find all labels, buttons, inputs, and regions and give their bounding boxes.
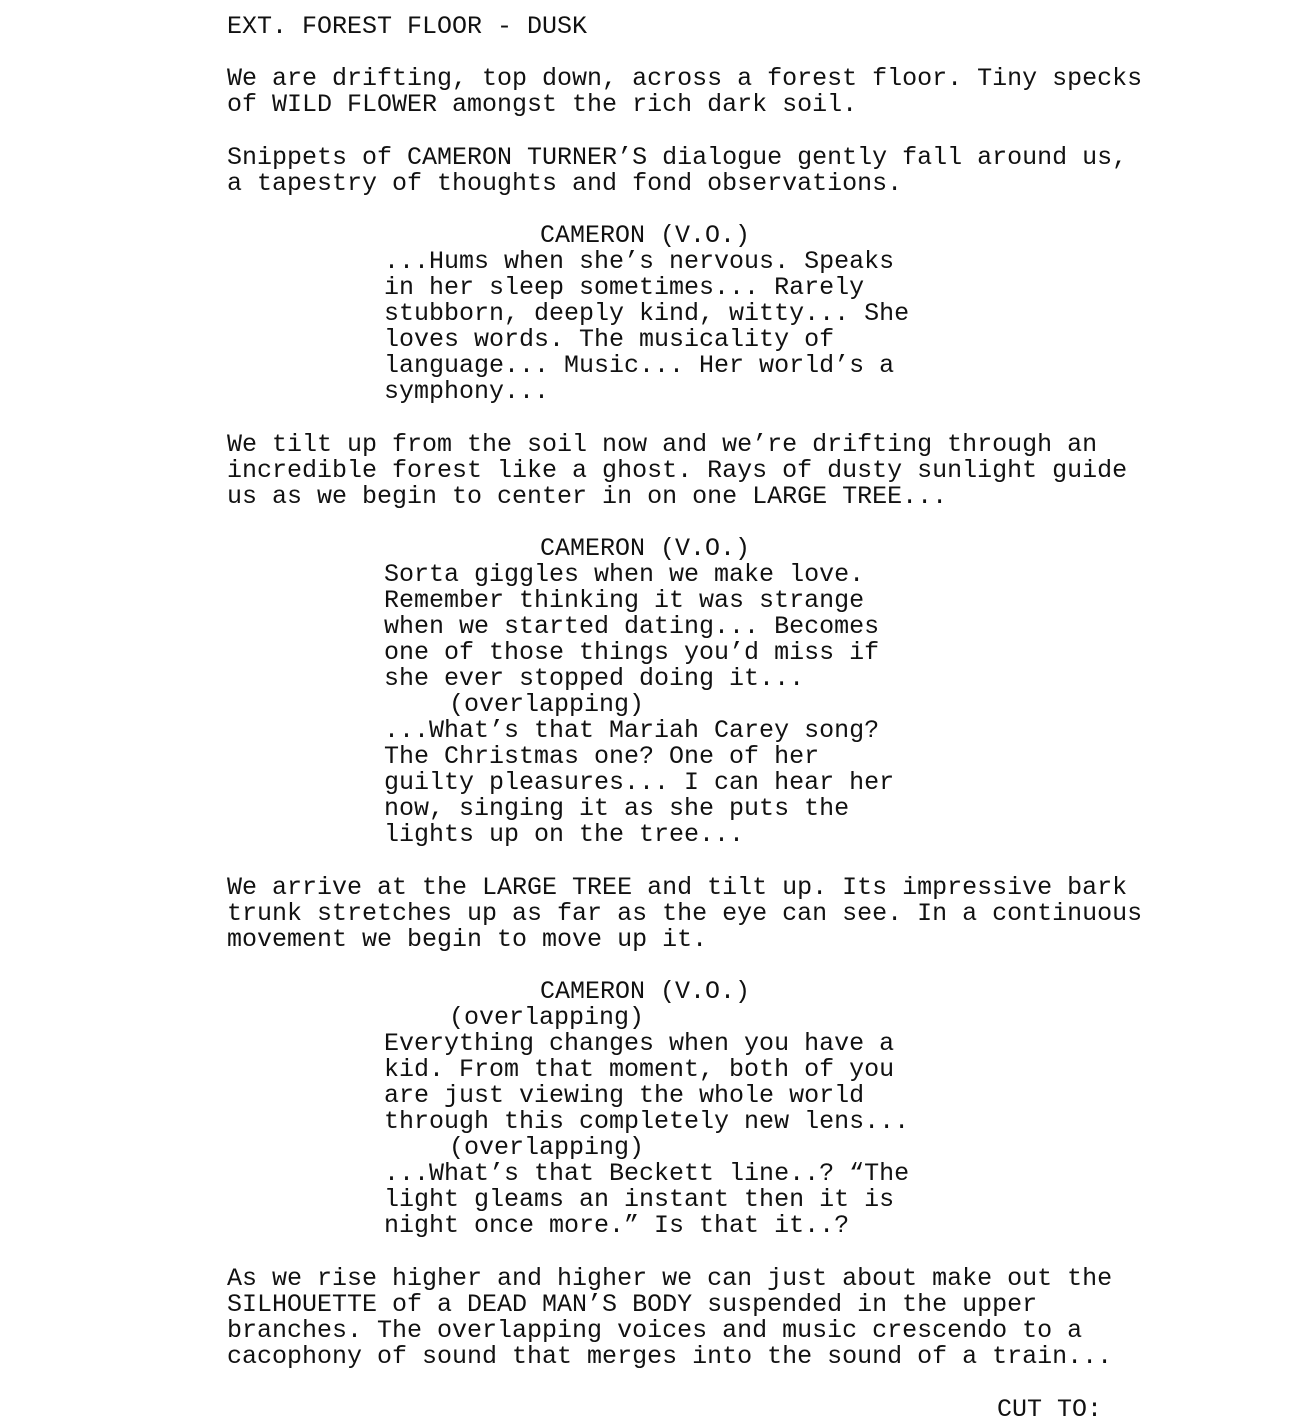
character-cue: CAMERON (V.O.) <box>540 534 751 563</box>
dialogue-line: kid. From that moment, both of you <box>384 1055 895 1084</box>
action-line: of WILD FLOWER amongst the rich dark soil. <box>227 90 858 119</box>
dialogue-line: The Christmas one? One of her <box>384 742 820 771</box>
dialogue-line: symphony... <box>384 377 550 406</box>
dialogue-line: light gleams an instant then it is <box>384 1185 895 1214</box>
dialogue-line: night once more.” Is that it..? <box>384 1211 850 1240</box>
dialogue-line: now, singing it as she puts the <box>384 794 850 823</box>
action-line: As we rise higher and higher we can just about make out the <box>227 1264 1113 1293</box>
dialogue-line: Sorta giggles when we make love. <box>384 560 865 589</box>
dialogue-line: ...What’s that Beckett line..? “The <box>384 1159 910 1188</box>
character-cue: CAMERON (V.O.) <box>540 221 751 250</box>
dialogue-line: when we started dating... Becomes <box>384 612 880 641</box>
action-line: trunk stretches up as far as the eye can see. In a continuous <box>227 899 1143 928</box>
dialogue-line: language... Music... Her world’s a <box>384 351 895 380</box>
action-line: incredible forest like a ghost. Rays of dusty sunlight guide <box>227 456 1128 485</box>
dialogue-line: loves words. The musicality of <box>384 325 835 354</box>
dialogue-line: guilty pleasures... I can hear her <box>384 768 895 797</box>
action-line: Snippets of CAMERON TURNER’S dialogue gently fall around us, <box>227 143 1128 172</box>
parenthetical: (overlapping) <box>449 1003 645 1032</box>
action-line: We arrive at the LARGE TREE and tilt up. Its impressive bark <box>227 873 1128 902</box>
parenthetical: (overlapping) <box>449 1133 645 1162</box>
action-line: We tilt up from the soil now and we’re drifting through an <box>227 430 1098 459</box>
action-line: branches. The overlapping voices and music crescendo to a <box>227 1316 1083 1345</box>
dialogue-line: Remember thinking it was strange <box>384 586 865 615</box>
dialogue-line: ...Hums when she’s nervous. Speaks <box>384 247 895 276</box>
action-line: a tapestry of thoughts and fond observations. <box>227 169 903 198</box>
character-cue: CAMERON (V.O.) <box>540 977 751 1006</box>
scene-heading: EXT. FOREST FLOOR - DUSK <box>227 12 588 41</box>
dialogue-line: in her sleep sometimes... Rarely <box>384 273 865 302</box>
transition: CUT TO: <box>997 1395 1103 1424</box>
action-line: SILHOUETTE of a DEAD MAN’S BODY suspended in the upper <box>227 1290 1038 1319</box>
dialogue-line: one of those things you’d miss if <box>384 638 880 667</box>
dialogue-line: ...What’s that Mariah Carey song? <box>384 716 880 745</box>
dialogue-line: through this completely new lens... <box>384 1107 910 1136</box>
dialogue-line: Everything changes when you have a <box>384 1029 895 1058</box>
action-line: cacophony of sound that merges into the sound of a train... <box>227 1342 1113 1371</box>
parenthetical: (overlapping) <box>449 690 645 719</box>
action-line: us as we begin to center in on one LARGE TREE... <box>227 482 948 511</box>
dialogue-line: lights up on the tree... <box>384 820 745 849</box>
action-line: We are drifting, top down, across a forest floor. Tiny specks <box>227 64 1143 93</box>
dialogue-line: stubborn, deeply kind, witty... She <box>384 299 910 328</box>
dialogue-line: she ever stopped doing it... <box>384 664 805 693</box>
action-line: movement we begin to move up it. <box>227 925 708 954</box>
dialogue-line: are just viewing the whole world <box>384 1081 865 1110</box>
